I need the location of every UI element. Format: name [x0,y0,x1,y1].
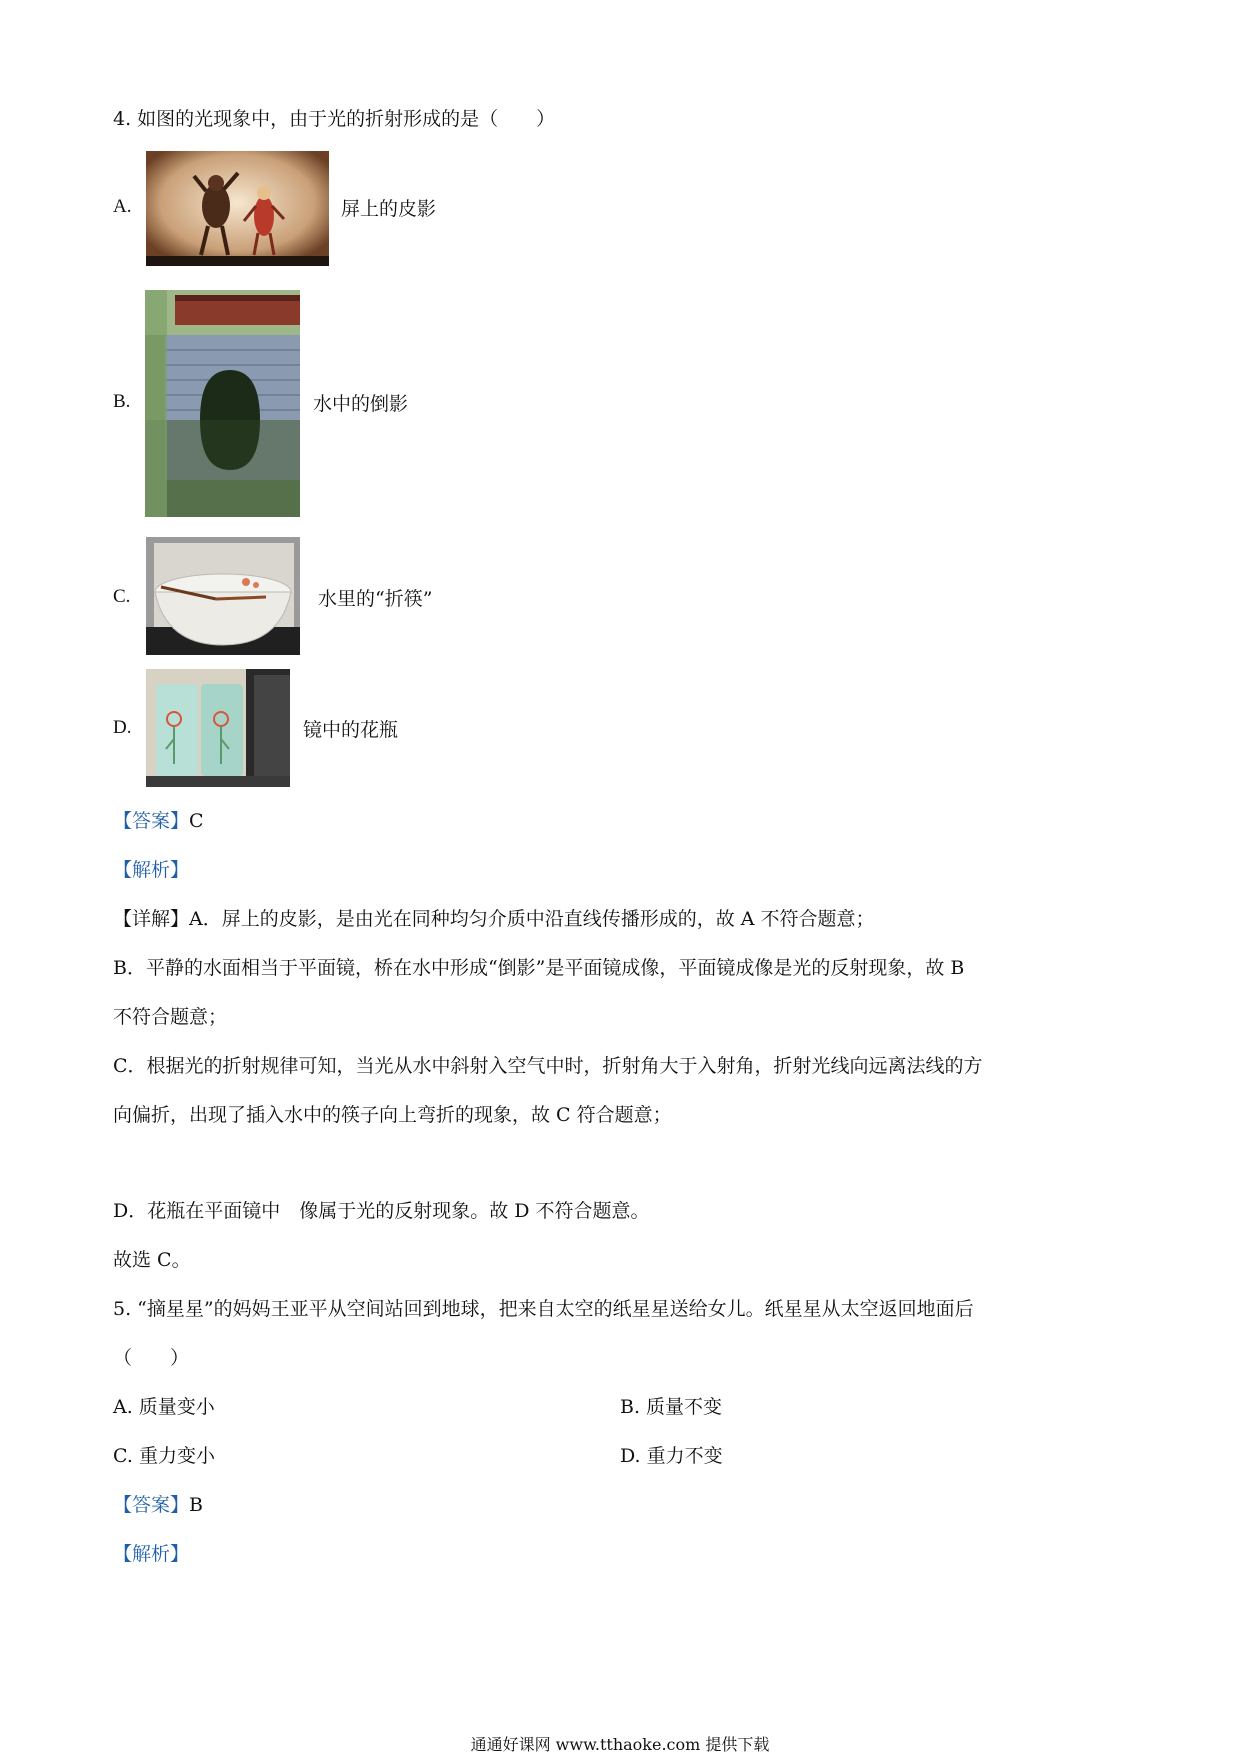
q4-analysis-label: 【解析】 [113,859,190,881]
bridge-reflection-image [145,290,300,517]
q4-option-c-letter: C. [113,586,131,607]
q5-option-b: B. 质量不变 [620,1396,723,1418]
q5-option-d: D. 重力不变 [620,1445,723,1467]
q4-answer-label: 【答案】 [113,810,190,832]
q5-analysis-label: 【解析】 [113,1543,190,1565]
q5-answer-value: B [189,1494,203,1516]
q5-stem-line2: （ ） [113,1347,190,1369]
shadow-puppet-image [146,151,329,266]
q4-conclusion: 故选 C。 [113,1249,191,1271]
q4-detail-a [113,906,875,932]
q4-option-d-caption: 镜中的花瓶 [303,719,399,741]
chopsticks-bowl-image [146,537,300,655]
q4-stem: 4. 如图的光现象中，由于光的折射形成的是（ ） [113,108,556,130]
q4-detail-c-line1: C．根据光的折射规律可知，当光从水中斜射入空气中时，折射角大于入射角，折射光线向远离法线的方 [113,1055,983,1077]
q4-answer [113,808,204,834]
q4-detail-a-text: A．屏上的皮影，是由光在同种均匀介质中沿直线传播形成的，故 A 不符合题意； [189,908,875,930]
q4-detail-b-line1: B．平静的水面相当于平面镜，桥在水中形成“倒影”是平面镜成像，平面镜成像是光的反射现象，故 B [113,957,965,979]
q4-option-a-caption: 屏上的皮影 [341,198,437,220]
q4-option-c-caption: 水里的“折筷” [318,588,433,610]
q4-option-b-letter: B. [113,391,131,412]
q4-option-a-letter: A. [113,196,132,217]
q4-detail-b-line2: 不符合题意； [113,1006,228,1028]
q5-stem-line1: 5. “摘星星”的妈妈王亚平从空间站回到地球，把来自太空的纸星星送给女儿。纸星星从太空返回地面后 [113,1298,974,1320]
q4-detail-c-line2: 向偏折，出现了插入水中的筷子向上弯折的现象，故 C 符合题意； [113,1104,672,1126]
q4-option-d-letter: D. [113,717,132,738]
q4-detail-label: 【详解】 [113,908,190,930]
q5-answer [113,1492,203,1518]
q4-answer-value: C [189,810,204,832]
mirror-vase-image [146,669,290,787]
q5-answer-label: 【答案】 [113,1494,190,1516]
q4-option-b-caption: 水中的倒影 [313,393,409,415]
q4-detail-d: D．花瓶在平面镜中 像属于光的反射现象。故 D 不符合题意。 [113,1200,650,1222]
page-footer: 通通好课网 www.tthaoke.com 提供下载 [470,1735,770,1754]
q5-option-a: A. 质量变小 [113,1396,215,1418]
q5-option-c: C. 重力变小 [113,1445,215,1467]
